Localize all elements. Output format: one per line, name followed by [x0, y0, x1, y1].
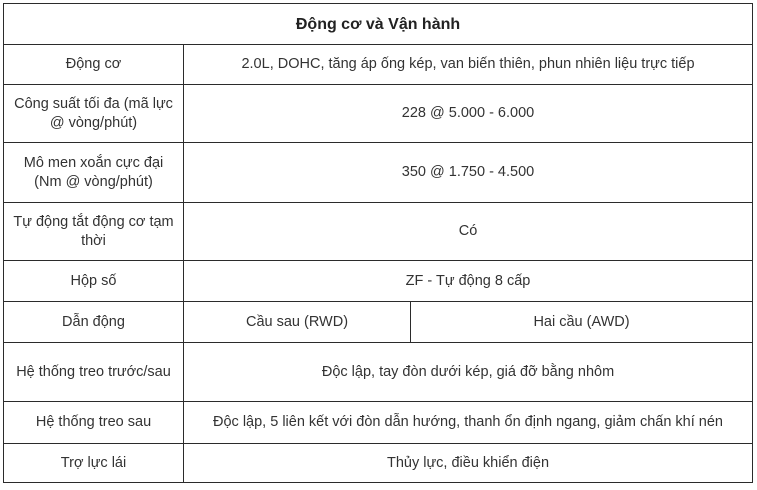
row-value-right: Hai cầu (AWD): [411, 302, 753, 343]
row-label: Động cơ: [4, 45, 184, 85]
row-label: Trợ lực lái: [4, 444, 184, 483]
spec-table: [3, 3, 753, 483]
row-label: Hệ thống treo sau: [4, 402, 184, 444]
row-label: Mô men xoắn cực đại (Nm @ vòng/phút): [4, 143, 184, 203]
row-label: Hệ thống treo trước/sau: [4, 343, 184, 402]
table-row: [4, 402, 753, 444]
row-value: 2.0L, DOHC, tăng áp ống kép, van biến thiên, phun nhiên liệu trực tiếp: [184, 45, 753, 85]
row-label: Dẫn động: [4, 302, 184, 343]
row-value: Có: [184, 203, 753, 261]
row-value: ZF - Tự động 8 cấp: [184, 261, 753, 302]
table-row: [4, 143, 753, 203]
row-value: Độc lập, 5 liên kết với đòn dẫn hướng, thanh ổn định ngang, giảm chấn khí nén: [184, 402, 753, 444]
table-header-row: [4, 4, 753, 45]
table-row: [4, 302, 753, 343]
row-value-left: Cầu sau (RWD): [184, 302, 411, 343]
table-row: [4, 261, 753, 302]
row-label: Tự động tắt động cơ tạm thời: [4, 203, 184, 261]
row-value: Thủy lực, điều khiển điện: [184, 444, 753, 483]
table-row: [4, 85, 753, 143]
table-row: [4, 444, 753, 483]
table-row: [4, 203, 753, 261]
table-row: [4, 343, 753, 402]
table-title: Động cơ và Vận hành: [4, 4, 753, 45]
row-value: 350 @ 1.750 - 4.500: [184, 143, 753, 203]
row-value: 228 @ 5.000 - 6.000: [184, 85, 753, 143]
row-value: Độc lập, tay đòn dưới kép, giá đỡ bằng nhôm: [184, 343, 753, 402]
row-label: Hộp số: [4, 261, 184, 302]
row-label: Công suất tối đa (mã lực @ vòng/phút): [4, 85, 184, 143]
table-row: [4, 45, 753, 85]
